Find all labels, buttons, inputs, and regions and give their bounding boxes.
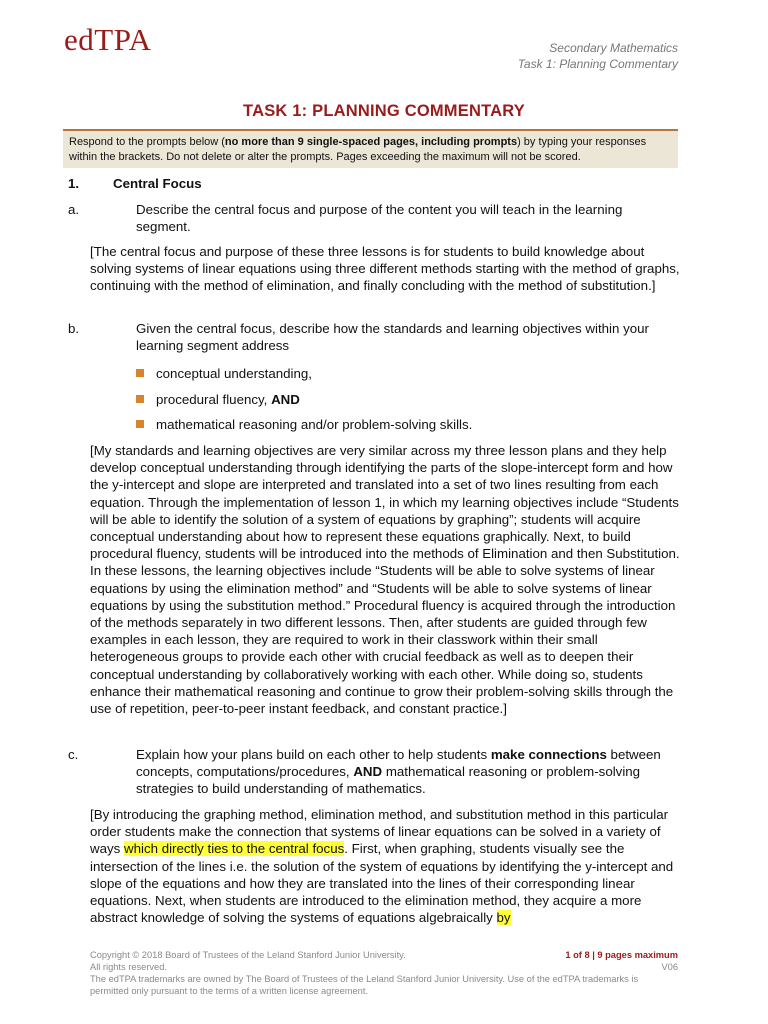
item-c-prompt	[136, 746, 676, 798]
item-b-prompt: Given the central focus, describe how the standards and learning objectives within your learning segment address	[136, 321, 649, 354]
item-c-prompt-post: mathematical reasoning or problem-solving strategies to build understanding of mathematics.	[136, 764, 641, 797]
highlighted-text: by	[496, 910, 511, 926]
instructions-bold: no more than 9 single-spaced pages, including prompts	[224, 136, 518, 148]
section-heading: Central Focus	[113, 176, 202, 191]
item-b-response: [My standards and learning objectives are very similar across my three lesson plans and they help develop conceptual understanding through identifying the parts of the slope-intercept form and how the y-intercept and slope are interpreted and translated into a set of two lines resulting from each equation. Through the implementation of lesson 1, in which my learning objectives include “Students will be able to identify the solution of a system of equations by graphing”; students will acquire conceptual understanding about how to represent these equations graphically. Next, to build procedural fluency, students will be introduced into the methods of Elimination and then Substitution. In these lessons, the learning objectives include “Students will be able to solve systems of linear equations by using the elimination method” and “Students will be able to solve systems of linear equations by using the substitution method.” Procedural fluency is acquired through the introduction of the methods separately in two different lessons. Then, after students are guided through few examples in each lesson, they are required to work in their classwork within their small heterogeneous groups to provide each other with crucial feedback as well as to deepen their conceptual understanding by collaboratively working with each other. While doing so, students enhance their mathematical reasoning and continue to grow their problem-solving skills through the use of repetition, peer-to-peer instant feedback, and constant practice.]	[90, 443, 680, 717]
item-c-prompt-bold1: make connections	[490, 747, 607, 762]
item-c-label: c.	[68, 747, 79, 762]
footer-page-info	[565, 949, 678, 973]
item-b-label: b.	[68, 321, 80, 336]
running-header	[518, 40, 678, 72]
section-number: 1.	[68, 176, 80, 191]
item-c-response-mid: . First, when graphing, students visually see the intersection of the lines i.e. the solution of the system of equations by identifying the y-intercept and slope of the equations and how they are translated into the lines of their corresponding linear equations. Next, when students are introduced to the elimination method, they acquire a more abstract knowledge of solving the systems of equations algebraically	[90, 841, 674, 926]
bullet-square-icon	[136, 395, 144, 403]
instructions-box	[63, 129, 678, 168]
bullet-text: procedural fluency,	[156, 392, 272, 407]
bullet-item	[136, 365, 312, 382]
version: V06	[661, 962, 678, 972]
bullet-square-icon	[136, 420, 144, 428]
item-a-prompt: Describe the central focus and purpose of the content you will teach in the learning segment.	[136, 202, 623, 235]
bullet-item	[136, 416, 472, 433]
bullet-text: conceptual understanding,	[156, 366, 312, 381]
bullet-bold: AND	[271, 392, 300, 407]
header-subject: Secondary Mathematics	[549, 41, 678, 55]
item-c-prompt-pre: Explain how your plans build on each other to help students	[136, 747, 491, 762]
rights-line: All rights reserved.	[90, 962, 167, 972]
bullet-item	[136, 391, 300, 408]
trademark-line: The edTPA trademarks are owned by The Board of Trustees of the Leland Stanford Junior University. Use of the edTPA trademarks is permitted only pursuant to the terms of a written license agreement.	[90, 974, 639, 996]
copyright-line: Copyright © 2018 Board of Trustees of the Leland Stanford Junior University.	[90, 950, 406, 960]
bullet-square-icon	[136, 369, 144, 377]
item-c-response	[90, 806, 680, 926]
item-c-response-pre: [By introducing the graphing method, elimination method, and substitution method in this particular order students make the connection that systems of linear equations can be solved in a variety of ways	[90, 807, 669, 857]
page-title: TASK 1: PLANNING COMMENTARY	[243, 102, 525, 120]
highlighted-text: which directly ties to the central focus	[124, 841, 345, 857]
page-count: 1 of 8 | 9 pages maximum	[565, 950, 678, 960]
item-a-label: a.	[68, 202, 80, 217]
header-task: Task 1: Planning Commentary	[517, 57, 678, 71]
bullet-text: mathematical reasoning and/or problem-solving skills.	[156, 417, 473, 432]
item-c-prompt-mid: between concepts, computations/procedures,	[136, 747, 661, 780]
instructions-post: ) by typing your responses within the brackets. Do not delete or alter the prompts. Pages exceeding the maximum will not be scored.	[69, 136, 647, 163]
item-a-response: [The central focus and purpose of these three lessons is for students to build knowledge about solving systems of linear equations using three different methods starting with the method of graphs, continuing with the method of elimination, and finally concluding with the method of substitution.]	[90, 244, 680, 294]
edtpa-logo: edTPA	[64, 22, 152, 57]
item-c-prompt-bold2: AND	[353, 764, 383, 780]
instructions-pre: Respond to the prompts below (	[69, 136, 225, 148]
